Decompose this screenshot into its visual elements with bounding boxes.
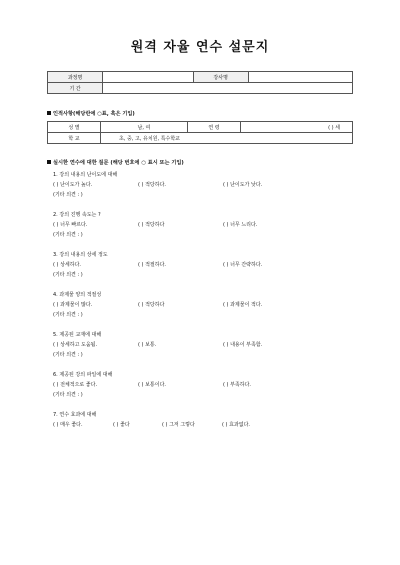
q7-option-3[interactable]: ( ) 그저 그렇다 [162, 422, 195, 428]
q1-option-1[interactable]: ( ) 난이도가 높다. [53, 182, 93, 188]
q6-option-1[interactable]: ( ) 전체적으로 좋다. [53, 382, 98, 388]
q4-option-2[interactable]: ( ) 적당하다 [138, 302, 165, 308]
q4-option-1[interactable]: ( ) 과제물이 많다. [53, 302, 93, 308]
question-3: 3. 강의 내용의 상세 정도 [53, 252, 108, 258]
gender-label: 성 별 [48, 122, 101, 133]
q2-option-2[interactable]: ( ) 적당하다 [138, 222, 165, 228]
question-1: 1. 강의 내용의 난이도에 대해 [53, 172, 118, 178]
section-personal-heading-text: 인적사항(해당란에 ○표, 혹은 기입) [53, 111, 135, 117]
question-4: 4. 과제물 양의 적절성 [53, 292, 102, 298]
question-2: 2. 강의 진행 속도는 ? [53, 212, 101, 218]
period-label: 기 간 [48, 83, 103, 94]
section-survey-heading-text: 실시한 연수에 대한 질문 (해당 번호에 ○ 표시 또는 기입) [53, 160, 184, 166]
q6-option-2[interactable]: ( ) 보통이다. [138, 382, 166, 388]
q7-option-1[interactable]: ( ) 매우 좋다. [53, 422, 83, 428]
question-5: 5. 제공된 교재에 대해 [53, 332, 102, 338]
school-label: 학 교 [48, 133, 101, 144]
q5-other-opinion[interactable]: (기타 의견 : ) [53, 352, 83, 358]
age-field[interactable]: ( ) 세 [240, 122, 352, 133]
q1-option-3[interactable]: ( ) 난이도가 낮다. [223, 182, 263, 188]
q6-other-opinion[interactable]: (기타 의견 : ) [53, 392, 83, 398]
section-survey-heading [47, 159, 184, 166]
instructor-label: 강사명 [193, 72, 248, 83]
course-name-label: 과정명 [48, 72, 103, 83]
q2-option-1[interactable]: ( ) 너무 빠르다. [53, 222, 88, 228]
school-options[interactable]: 초, 중, 고, 유치원, 특수학교 [101, 133, 353, 144]
q1-option-2[interactable]: ( ) 적당하다. [138, 182, 166, 188]
q4-other-opinion[interactable]: (기타 의견 : ) [53, 312, 83, 318]
q5-option-2[interactable]: ( ) 보통. [138, 342, 157, 348]
q2-other-opinion[interactable]: (기타 의견 : ) [53, 232, 83, 238]
personal-info-table [47, 121, 353, 144]
q5-option-3[interactable]: ( ) 내용이 부족함. [223, 342, 263, 348]
section-personal-heading [47, 110, 135, 117]
q3-option-3[interactable]: ( ) 너무 간략하다. [223, 262, 263, 268]
q7-option-4[interactable]: ( ) 효과없다. [222, 422, 250, 428]
question-6: 6. 제공된 강의 파일에 대해 [53, 372, 113, 378]
gender-options[interactable]: 남, 여 [101, 122, 188, 133]
square-bullet-icon [47, 111, 51, 115]
q5-option-1[interactable]: ( ) 상세하고 도움됨. [53, 342, 98, 348]
course-info-table [47, 71, 353, 94]
question-7: 7. 연수 효과에 대해 [53, 412, 97, 418]
period-field[interactable] [103, 83, 353, 94]
q1-other-opinion[interactable]: (기타 의견 : ) [53, 192, 83, 198]
q3-option-1[interactable]: ( ) 상세하다. [53, 262, 81, 268]
page-title: 원격 자율 연수 설문지 [130, 40, 270, 55]
q7-option-2[interactable]: ( ) 좋다 [113, 422, 130, 428]
course-name-field[interactable] [103, 72, 193, 83]
instructor-field[interactable] [248, 72, 352, 83]
age-label: 연 령 [187, 122, 240, 133]
q3-other-opinion[interactable]: (기타 의견 : ) [53, 272, 83, 278]
q4-option-3[interactable]: ( ) 과제물이 적다. [223, 302, 263, 308]
square-bullet-icon [47, 160, 51, 164]
q2-option-3[interactable]: ( ) 너무 느리다. [223, 222, 258, 228]
q3-option-2[interactable]: ( ) 적절하다. [138, 262, 166, 268]
q6-option-3[interactable]: ( ) 부족하다. [223, 382, 251, 388]
